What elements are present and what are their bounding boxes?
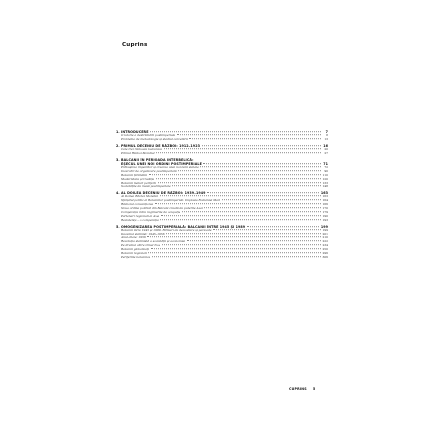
footer-page-number: 5 bbox=[312, 387, 316, 391]
chapter-number: 4. bbox=[116, 191, 120, 196]
chapter-page-number: 163 bbox=[320, 191, 328, 196]
subsection-title: Al Doilea Război Mondial bbox=[121, 195, 159, 199]
subsection-title: Războiul convențional bbox=[121, 203, 154, 207]
dot-leader bbox=[155, 203, 321, 204]
subsection-title: Balcanii țărănimii bbox=[121, 173, 148, 177]
dot-leader bbox=[160, 219, 320, 220]
subsection-title: O istorie a destrămării postimperiale bbox=[121, 134, 176, 138]
dot-leader bbox=[189, 138, 320, 139]
subsection-page-number: 170 bbox=[322, 207, 328, 210]
subsection-page-number: 166 bbox=[322, 203, 328, 207]
dot-leader bbox=[247, 226, 320, 227]
subsection-page-number: 234 bbox=[322, 244, 328, 248]
subsection-title: Probleme de metodologie și stadiul cercetării bbox=[121, 137, 188, 141]
dot-leader bbox=[147, 237, 320, 238]
subsection-title: Anul-cheie: 1956 bbox=[121, 236, 146, 240]
subsection-title: Comparație între regimurile de ocupație bbox=[121, 210, 181, 214]
dot-leader bbox=[156, 178, 321, 179]
dot-leader bbox=[156, 152, 320, 153]
chapter-title-text: PRIMUL DECENIU DE RĂZBOI: 1912–1923 bbox=[121, 143, 200, 148]
dot-leader bbox=[200, 166, 320, 167]
chapter-number: 3. bbox=[116, 157, 120, 162]
subsection-title: Încercări de organizare postimperială bbox=[121, 169, 177, 173]
subsection-title: Primul Război Mondial bbox=[121, 151, 155, 155]
subsection-page-number: 210 bbox=[322, 236, 328, 240]
chapter-page-number: 71 bbox=[323, 162, 328, 167]
dot-leader bbox=[151, 248, 321, 249]
chapter-number: 2. bbox=[116, 143, 120, 148]
chapter-title-text: INTRODUCERE bbox=[121, 130, 149, 134]
chapter-title-text: AL DOILEA DECENIU DE RĂZBOI: 1939–1949 bbox=[121, 191, 206, 196]
subsection-page-number: 179 bbox=[322, 210, 328, 214]
subsection-page-number: 110 bbox=[322, 173, 328, 177]
subsection-page-number: 163 bbox=[322, 195, 328, 199]
subsection-title: Modernitate și tradiție bbox=[121, 177, 155, 181]
page-heading: Cuprins bbox=[122, 42, 148, 48]
subsection-page-number: 306 bbox=[322, 255, 328, 259]
subsection-page-number: 193 bbox=[322, 218, 328, 222]
chapter-number: 1. bbox=[116, 130, 120, 134]
dot-leader bbox=[202, 145, 321, 146]
dot-leader bbox=[164, 148, 321, 149]
dot-leader bbox=[148, 252, 320, 253]
dot-leader bbox=[158, 182, 321, 183]
subsection-title: Balcanii între 1945 și 1989. Ritmuri de dezvoltare și perioade bbox=[121, 228, 212, 232]
subsection-page-number: 20 bbox=[324, 148, 328, 152]
subsection-page-number: 8 bbox=[326, 134, 328, 138]
chapter-page-number: 199 bbox=[320, 224, 328, 229]
subsection-page-number: 13 bbox=[324, 137, 328, 141]
dot-leader bbox=[166, 233, 320, 234]
subsection-title: Balcanii maluri periferii bbox=[121, 181, 157, 185]
subsection-title: Periferiile balcanice bbox=[121, 255, 151, 259]
subsection-title: Parteneri regionali ai Axei bbox=[121, 214, 160, 218]
chapter-title-continued: EȘECUL UNEI NOI ORDINI POSTIMPERIALE bbox=[121, 162, 202, 167]
dot-leader bbox=[161, 215, 321, 216]
subsection-title: Noua ordine politică din Balcani creată de puterile Axei bbox=[121, 207, 203, 210]
subsection-title: Pe drumul către Omul Nou bbox=[121, 244, 161, 248]
subsection-page-number: 133 bbox=[322, 181, 328, 185]
subsection-page-number: 199 bbox=[322, 228, 328, 232]
chapter-title-text: BALCANII ÎN PERIOADA INTERBELICĂ: bbox=[121, 157, 194, 162]
dot-leader bbox=[207, 193, 319, 194]
table-of-contents bbox=[116, 130, 328, 259]
subsection-page-number: 222 bbox=[322, 240, 328, 244]
dot-leader bbox=[152, 256, 321, 257]
dot-leader bbox=[150, 131, 320, 132]
toc-subsection[interactable] bbox=[116, 256, 328, 260]
footer-label: CUPRINS bbox=[289, 387, 307, 391]
dot-leader bbox=[182, 211, 321, 212]
subsection-title: Cele trei războaie balcanice bbox=[121, 148, 163, 152]
subsection-title: Revoluția stalinistă a societății și economiei bbox=[121, 240, 186, 244]
dot-leader bbox=[178, 170, 320, 171]
dot-leader bbox=[177, 134, 321, 135]
subsection-page-number: 120 bbox=[322, 177, 328, 181]
subsection-page-number: 90 bbox=[324, 169, 328, 173]
dot-leader bbox=[213, 229, 320, 230]
dot-leader bbox=[172, 186, 320, 187]
dot-leader bbox=[149, 174, 321, 175]
subsection-page-number: 250 bbox=[322, 247, 328, 251]
dot-leader bbox=[222, 200, 321, 201]
subsection-title: Balcanii regionali bbox=[121, 251, 147, 255]
subsection-title: Balcanii globalizați bbox=[121, 247, 150, 251]
dot-leader bbox=[187, 240, 321, 241]
subsection-title: Societățile de masă postimperiale bbox=[121, 185, 171, 189]
subsection-page-number: 164 bbox=[322, 199, 328, 203]
dot-leader bbox=[162, 244, 321, 245]
dot-leader bbox=[160, 196, 321, 197]
subsection-page-number: 27 bbox=[324, 151, 328, 155]
dot-leader bbox=[204, 207, 320, 208]
subsection-page-number: 148 bbox=[322, 185, 328, 189]
subsection-page-number: 201 bbox=[322, 232, 328, 236]
subsection-title: Prăbușirea imperiilor și crearea unei noi lumi statale bbox=[121, 166, 199, 170]
chapter-page-number: 7 bbox=[325, 130, 328, 134]
subsection-title: Sfârșitul politic al Balcanilor postimperiali. Implosia României Mari bbox=[121, 199, 221, 203]
chapter-number: 5. bbox=[116, 224, 120, 229]
subsection-title: Deceniul stalinist: 1945–1956 bbox=[121, 232, 165, 236]
subsection-page-number: 296 bbox=[322, 251, 328, 255]
subsection-page-number: 190 bbox=[322, 214, 328, 218]
subsection-page-number: 72 bbox=[324, 166, 328, 170]
dot-leader bbox=[203, 163, 320, 164]
chapter-page-number: 16 bbox=[323, 143, 328, 148]
running-footer bbox=[289, 387, 315, 391]
chapter-title-text: OMOGENIZAREA POSTIMPERIALĂ: BALCANII ÎNTRE 1945 ȘI 1989 bbox=[121, 224, 246, 229]
subsection-title: Rezistența – o comparație bbox=[121, 218, 159, 222]
